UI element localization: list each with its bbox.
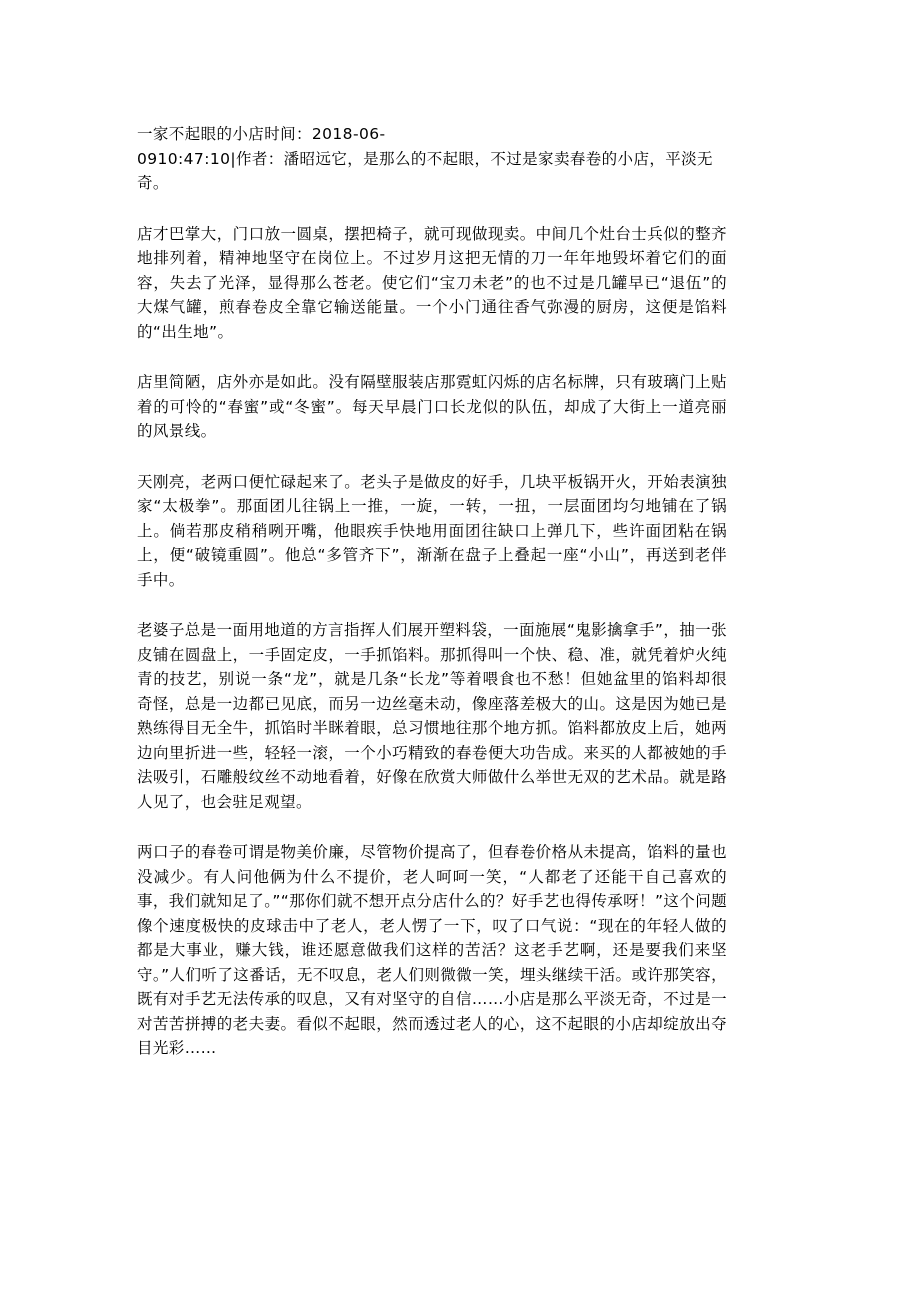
paragraph-exterior: 店里简陋，店外亦是如此。没有隔壁服装店那霓虹闪烁的店名标牌，只有玻璃门上贴着的可怜的“春蜜”或“冬蜜”。每天早晨门口长龙似的队伍，却成了大街上一道亮丽的风景线。 (137, 373, 727, 440)
header-meta-line: 0910:47:10|作者：潘昭远它，是那么的不起眼，不过是家卖春卷的小店，平淡无奇。 (137, 149, 713, 192)
paragraph-conclusion: 两口子的春卷可谓是物美价廉，尽管物价提高了，但春卷价格从未提高，馅料的量也没减少。有人问他俩为什么不提价，老人呵呵一笑，“人都老了还能干自己喜欢的事，我们就知足了。”“那你们就不想开点分店什么的？好手艺也得传承呀！”这个问题像个速度极快的皮球击中了老人，老人愣了一下，叹了口气说：“现在的年轻人做的都是大事业，赚大钱，谁还愿意做我们这样的苦活？这老手艺啊，还是要我们来坚守。”人们听了这番话，无不叹息，老人们则微微一笑，埋头继续干活。或许那笑容，既有对手艺无法传承的叹息，又有对坚守的自信……小店是那么平淡无奇，不过是一对苦苦拼搏的老夫妻。看似不起眼，然而透过老人的心，这不起眼的小店却绽放出夺目光彩…… (137, 843, 727, 1057)
header-title-line: 一家不起眼的小店时间：2018-06- (137, 125, 386, 143)
paragraph-shop: 店才巴掌大，门口放一圆桌，摆把椅子，就可现做现卖。中间几个灶台士兵似的整齐地排列着，精神地坚守在岗位上。不过岁月这把无情的刀一年年地毁坏着它们的面容，失去了光泽，显得那么苍老。使它们“宝刀未老”的也不过是几罐早已“退伍”的大煤气罐，煎春卷皮全靠它输送能量。一个小门通往香气弥漫的厨房，这便是馅料的“出生地”。 (137, 224, 727, 341)
document-page (137, 122, 727, 1087)
article-header (137, 122, 727, 196)
paragraph-old-woman: 老婆子总是一面用地道的方言指挥人们展开塑料袋，一面施展“鬼影擒拿手”，抽一张皮铺在圆盘上，一手固定皮，一手抓馅料。那抓得叫一个快、稳、准，就凭着炉火纯青的技艺，别说一条“龙”，就是几条“长龙”等着喂食也不愁！但她盆里的馅料却很奇怪，总是一边都已见底，而另一边丝毫未动，像座落差极大的山。这是因为她已是熟练得目无全牛，抓馅时半眯着眼，总习惯地往那个地方抓。馅料都放皮上后，她两边向里折进一些，轻轻一滚，一个小巧精致的春卷便大功告成。来买的人都被她的手法吸引，石雕般纹丝不动地看着，好像在欣赏大师做什么举世无双的艺术品。就是路人见了，也会驻足观望。 (137, 621, 727, 811)
paragraph-old-man: 天刚亮，老两口便忙碌起来了。老头子是做皮的好手，几块平板锅开火，开始表演独家“太极拳”。那面团儿往锅上一推，一旋，一转，一扭，一层面团均匀地铺在了锅上。倘若那皮稍稍咧开嘴，他眼疾手快地用面团往缺口上弹几下，些许面团粘在锅上，便“破镜重圆”。他总“多管齐下”，渐渐在盘子上叠起一座“小山”，再送到老伴手中。 (137, 472, 727, 589)
